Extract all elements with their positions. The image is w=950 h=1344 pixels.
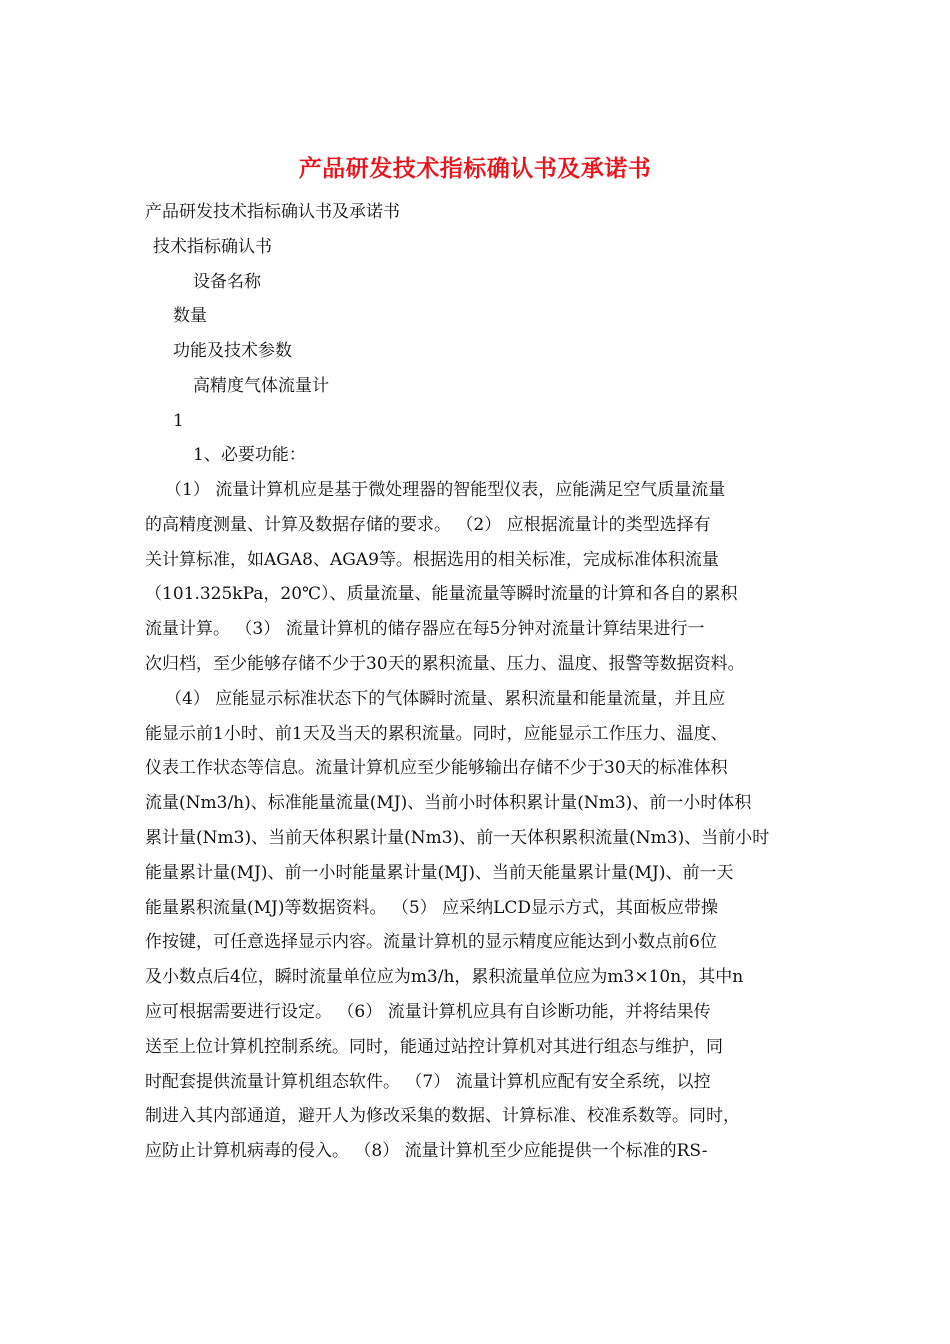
body-line: 应可根据需要进行设定。 （6） 流量计算机应具有自诊断功能，并将结果传 xyxy=(145,1002,711,1022)
body-line: （101.325kPa，20℃）、质量流量、能量流量等瞬时流量的计算和各自的累积 xyxy=(145,584,738,604)
body-line: （4） 应能显示标准状态下的气体瞬时流量、累积流量和能量流量，并且应 xyxy=(165,689,726,709)
body-line: 制进入其内部通道，避开人为修改采集的数据、计算标准、校准系数等。同时， xyxy=(145,1106,740,1126)
body-line: 时配套提供流量计算机组态软件。 （7） 流量计算机应配有安全系统，以控 xyxy=(145,1072,711,1092)
body-line: 流量计算。 （3） 流量计算机的储存器应在每5分钟对流量计算结果进行一 xyxy=(145,619,705,639)
field-label-quantity: 数量 xyxy=(173,306,207,326)
field-label-device-name: 设备名称 xyxy=(193,272,261,292)
field-label-function: 功能及技术参数 xyxy=(173,341,292,361)
body-line: 及小数点后4位，瞬时流量单位应为m3/h，累积流量单位应为m3×10n，其中n xyxy=(145,967,744,987)
body-line: 能显示前1小时、前1天及当天的累积流量。同时，应能显示工作压力、温度、 xyxy=(145,724,728,744)
body-line: 仪表工作状态等信息。流量计算机应至少能够输出存储不少于30天的标准体积 xyxy=(145,758,728,778)
document-title: 产品研发技术指标确认书及承诺书 xyxy=(298,155,652,182)
body-line: 能量累计量(MJ)、前一小时能量累计量(MJ)、当前天能量累计量(MJ)、前一天 xyxy=(145,863,734,883)
body-line: 应防止计算机病毒的侵入。 （8） 流量计算机至少应能提供一个标准的RS- xyxy=(145,1141,708,1161)
body-line: 次归档，至少能够存储不少于30天的累积流量、压力、温度、报警等数据资料。 xyxy=(145,654,745,674)
body-line: 作按键，可任意选择显示内容。流量计算机的显示精度应能达到小数点前6位 xyxy=(145,932,717,952)
body-line: （1） 流量计算机应是基于微处理器的智能型仪表，应能满足空气质量流量 xyxy=(165,480,726,500)
body-line: 送至上位计算机控制系统。同时，能通过站控计算机对其进行组态与维护，同 xyxy=(145,1037,723,1057)
body-line: 能量累积流量(MJ)等数据资料。 （5） 应采纳LCD显示方式，其面板应带操 xyxy=(145,898,719,918)
quantity-value: 1 xyxy=(173,411,184,431)
body-line: 关计算标准，如AGA8、AGA9等。根据选用的相关标准，完成标准体积流量 xyxy=(145,550,719,570)
device-name-value: 高精度气体流量计 xyxy=(193,376,329,396)
required-functions-heading: 1、必要功能： xyxy=(193,445,306,465)
body-line: 流量(Nm3/h)、标准能量流量(MJ)、当前小时体积累计量(Nm3)、前一小时体积 xyxy=(145,793,752,813)
document-subtitle: 产品研发技术指标确认书及承诺书 xyxy=(145,202,400,222)
body-line: 累计量(Nm3)、当前天体积累计量(Nm3)、前一天体积累积流量(Nm3)、当前小时 xyxy=(145,828,770,848)
body-line: 的高精度测量、计算及数据存储的要求。 （2） 应根据流量计的类型选择有 xyxy=(145,515,711,535)
section-heading: 技术指标确认书 xyxy=(153,237,272,257)
